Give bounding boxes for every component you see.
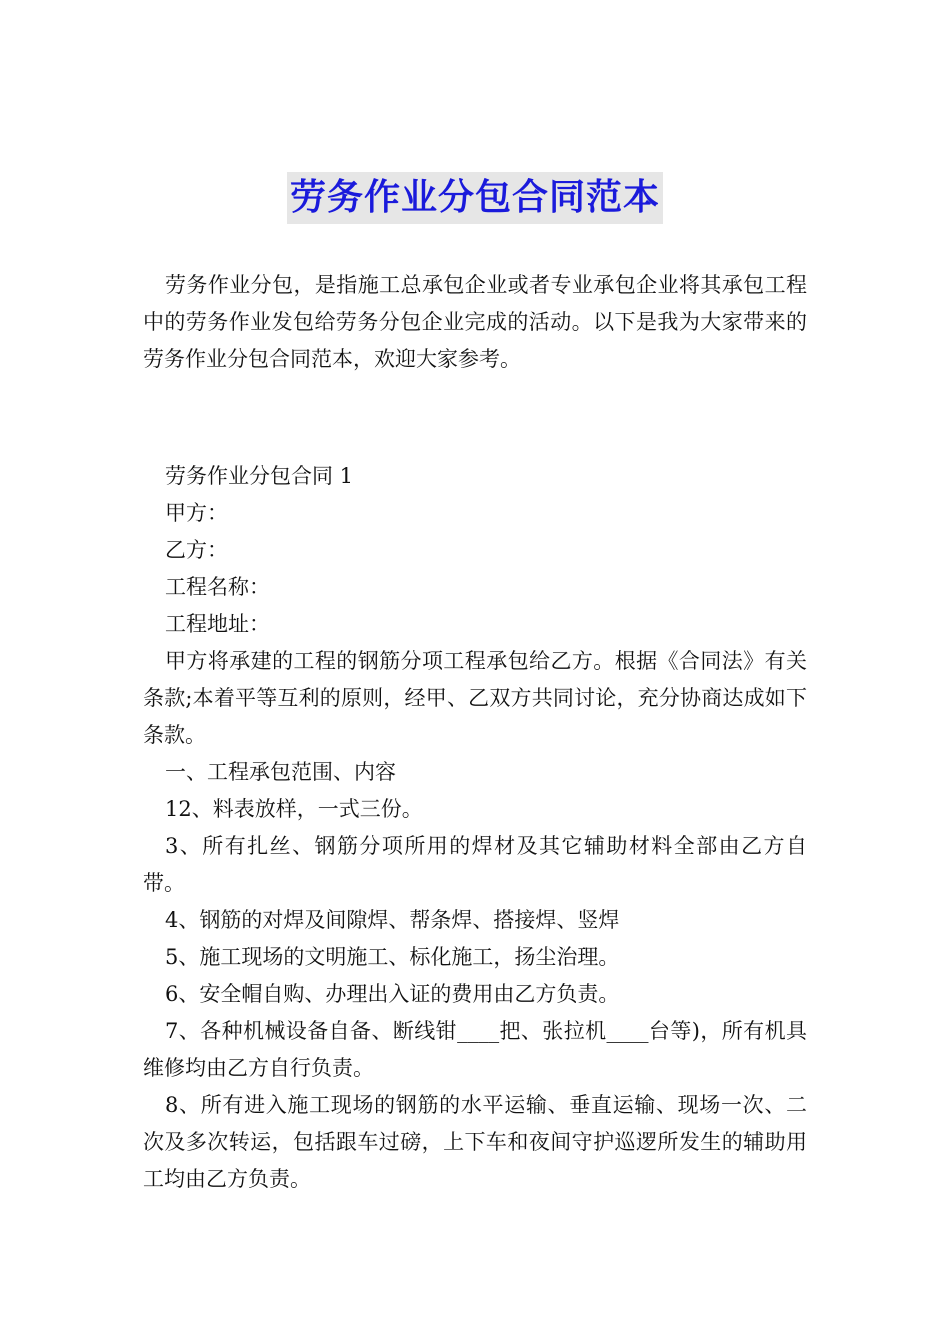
clause-item: 5、施工现场的文明施工、标化施工，扬尘治理。 [165, 945, 620, 969]
clause-item: 6、安全帽自购、办理出入证的费用由乙方负责。 [165, 982, 620, 1006]
title-block [0, 172, 950, 224]
clause-item: 3、所有扎丝、钢筋分项所用的焊材及其它辅助材料全部由乙方自带。 [143, 834, 807, 895]
party-a-field: 甲方： [165, 501, 228, 525]
preamble-paragraph: 甲方将承建的工程的钢筋分项工程承包给乙方。根据《合同法》有关条款;本着平等互利的原则，经甲、乙双方共同讨论，充分协商达成如下条款。 [143, 649, 807, 747]
party-b-field: 乙方： [165, 538, 228, 562]
contract-heading: 劳务作业分包合同 1 [165, 464, 354, 488]
project-name-field: 工程名称： [165, 575, 270, 599]
clause-item: 12、料表放样，一式三份。 [165, 797, 423, 821]
project-address-field: 工程地址： [165, 612, 270, 636]
document-body [143, 267, 807, 1198]
clause-item: 8、所有进入施工现场的钢筋的水平运输、垂直运输、现场一次、二次及多次转运，包括跟车过磅，上下车和夜间守护巡逻所发生的辅助用工均由乙方负责。 [143, 1093, 807, 1191]
clause-item: 7、各种机械设备自备、断线钳____把、张拉机____台等)，所有机具维修均由乙方自行负责。 [143, 1019, 807, 1080]
section-heading-1: 一、工程承包范围、内容 [165, 760, 396, 784]
intro-paragraph: 劳务作业分包，是指施工总承包企业或者专业承包企业将其承包工程中的劳务作业发包给劳务分包企业完成的活动。以下是我为大家带来的劳务作业分包合同范本，欢迎大家参考。 [143, 273, 807, 371]
document-title: 劳务作业分包合同范本 [287, 172, 663, 224]
spacer [143, 378, 807, 458]
clause-item: 4、钢筋的对焊及间隙焊、帮条焊、搭接焊、竖焊 [165, 908, 620, 932]
